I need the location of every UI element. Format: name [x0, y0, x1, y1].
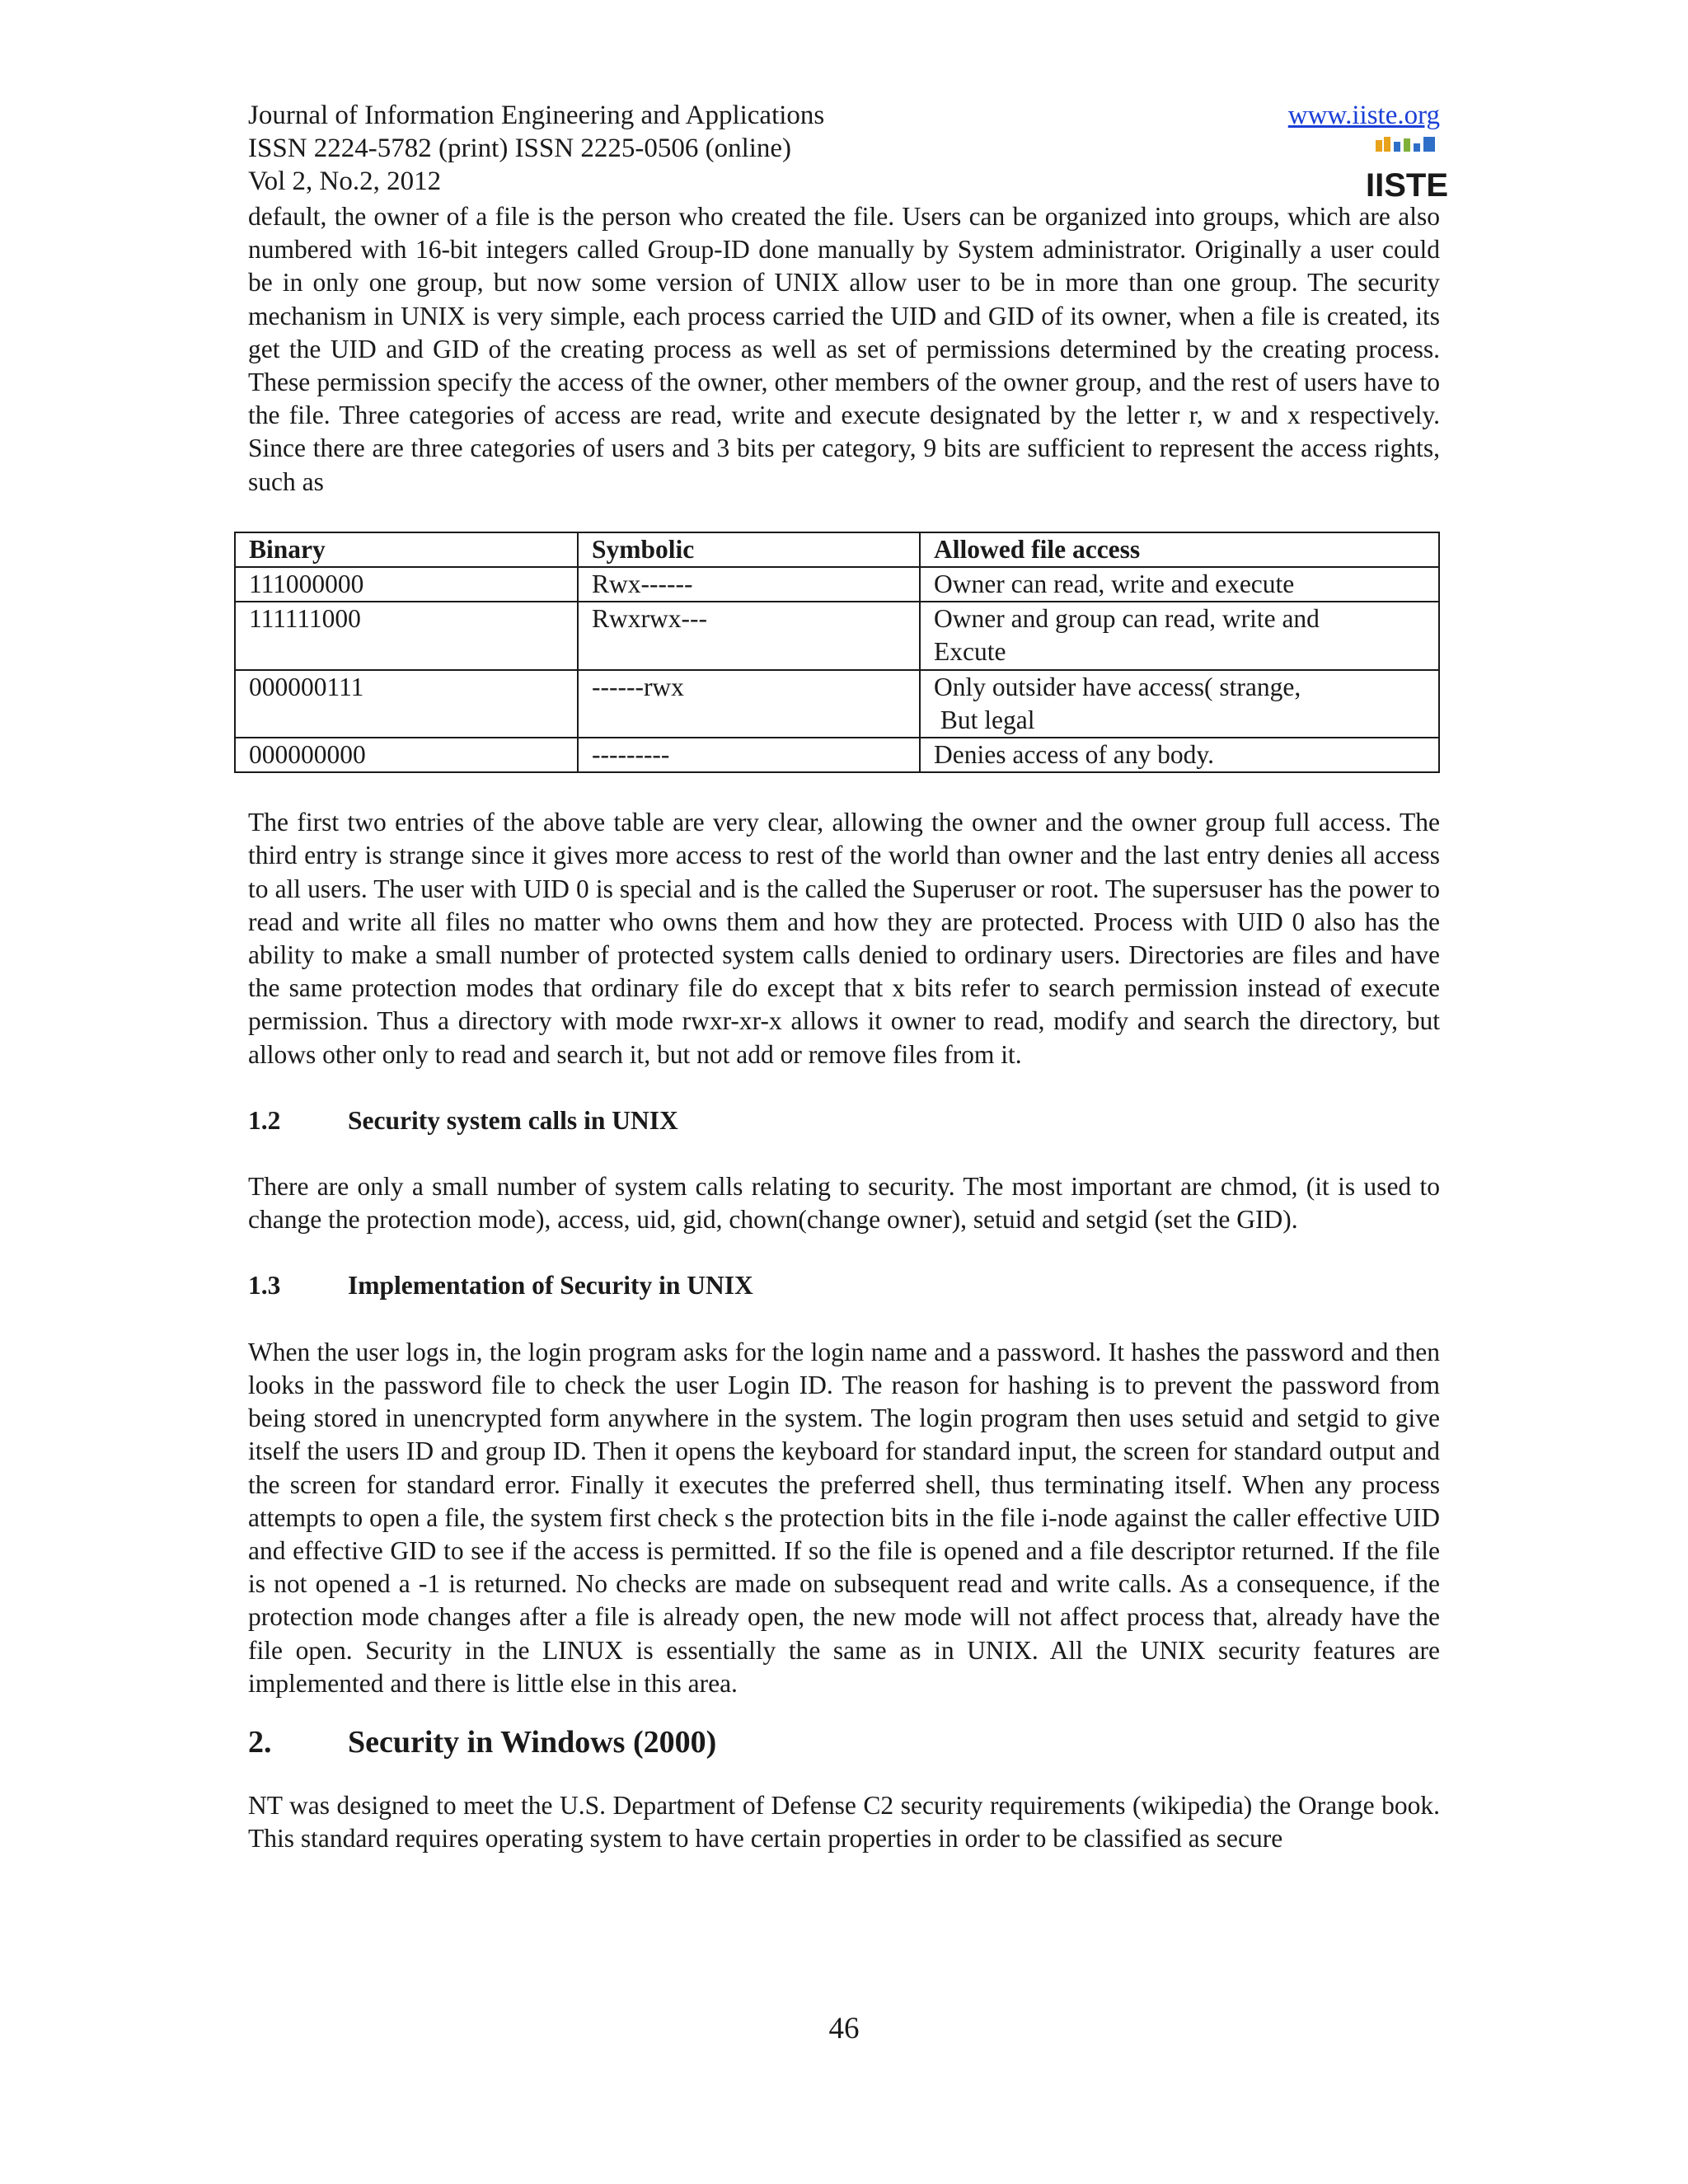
cell-access-line-2: Excute	[934, 637, 1006, 667]
cell-binary: 111111000	[235, 602, 578, 669]
journal-volume: Vol 2, No.2, 2012	[248, 166, 442, 196]
table-row	[235, 738, 1439, 772]
section-title: Implementation of Security in UNIX	[348, 1271, 753, 1301]
logo-bar-1	[1376, 140, 1382, 152]
cell-access	[920, 602, 1439, 669]
cell-symbolic: ------rwx	[578, 670, 920, 738]
table-header-binary: Binary	[235, 532, 578, 567]
cell-access-line: Only outsider have access( strange,	[934, 672, 1301, 701]
cell-access-line: Owner and group can read, write and	[934, 604, 1320, 634]
section-heading-1-3	[248, 1269, 1440, 1302]
section-heading-1-2	[248, 1104, 1440, 1137]
section-title: Security system calls in UNIX	[348, 1105, 678, 1135]
section-number: 1.3	[248, 1271, 281, 1301]
cell-access-line: Denies access of any body.	[934, 740, 1214, 770]
table-row	[235, 670, 1439, 738]
section-number: 1.2	[248, 1105, 281, 1135]
journal-url-link[interactable]: www.iiste.org	[1287, 101, 1440, 130]
cell-access	[920, 567, 1439, 602]
logo-wordmark: IISTE	[1365, 167, 1449, 204]
journal-header	[248, 99, 1449, 206]
cell-symbolic: Rwxrwx---	[578, 602, 920, 669]
table-header-symbolic: Symbolic	[578, 532, 920, 567]
table-header-access: Allowed file access	[920, 532, 1439, 567]
section-title: Security in Windows (2000)	[348, 1724, 717, 1760]
paragraph-table-discussion: The first two entries of the above table are very clear, allowing the owner and the owner group full access. The third entry is strange since it gives more access to rest of the world than owner and the last entry denies all access to all users. The user with UID 0 is special and is the called the Superuser or root. The supersuser has the power to read and write all files no matter who owns them and how they are protected. Process with UID 0 also has the ability to make a small number of protected system calls denied to ordinary users. Directories are files and have the same protection modes that ordinary file do except that x bits refer to search permission instead of execute permission. Thus a directory with mode rwxr-xr-x allows it owner to read, modify and search the directory, but allows other only to read and search it, but not add or remove files from it.	[248, 808, 1440, 1069]
permission-table	[234, 532, 1440, 773]
journal-issn: ISSN 2224-5782 (print) ISSN 2225-0506 (online)	[248, 134, 792, 163]
logo-bar-2	[1384, 137, 1390, 152]
section-number: 2.	[248, 1724, 272, 1760]
table-row	[235, 602, 1439, 669]
section-heading-2	[248, 1723, 1440, 1761]
cell-access	[920, 670, 1439, 738]
cell-binary: 111000000	[235, 567, 578, 602]
cell-binary: 000000111	[235, 670, 578, 738]
paragraph-file-ownership: default, the owner of a file is the person who created the file. Users can be organized into groups, which are also numbered with 16-bit integers called Group-ID done manually by System administrator. Originally a user could be in only one group, but now some version of UNIX allow user to be in more than one group. The security mechanism in UNIX is very simple, each process carried the UID and GID of its owner, when a file is created, its get the UID and GID of the creating process as well as set of permissions determined by the creating process. These permission specify the access of the owner, other members of the owner group, and the rest of users have to the file. Three categories of access are read, write and execute designated by the letter r, w and x respectively. Since there are three categories of users and 3 bits per category, 9 bits are sufficient to represent the access rights, such as	[248, 202, 1440, 496]
cell-access-line: Owner can read, write and execute	[934, 569, 1295, 599]
table-row	[235, 567, 1439, 602]
article-body	[248, 200, 1440, 1855]
paragraph-implementation: When the user logs in, the login program asks for the login name and a password. It hashes the password and then looks in the password file to check the user Login ID. The reason for hashing is to prevent the password from being stored in unencrypted form anywhere in the system. The login program then uses setuid and setgid to give itself the users ID and group ID. Then it opens the keyboard for standard input, the screen for standard output and the screen for standard error. Finally it executes the preferred shell, thus terminating itself. When any process attempts to open a file, the system first check s the protection bits in the file i-node against the caller effective UID and effective GID to see if the access is permitted. If so the file is opened and a file descriptor returned. If the file is not opened a -1 is returned. No checks are made on subsequent read and write calls. As a consequence, if the protection mode changes after a file is already open, the new mode will not affect process that, already have the file open. Security in the LINUX is essentially the same as in UNIX. All the UNIX security features are implemented and there is little else in this area.	[248, 1337, 1440, 1698]
cell-access	[920, 738, 1439, 772]
cell-symbolic: Rwx------	[578, 567, 920, 602]
cell-access-line-2: But legal	[934, 705, 1035, 734]
cell-binary: 000000000	[235, 738, 578, 772]
paragraph-windows-intro: NT was designed to meet the U.S. Department of Defense C2 security requirements (wikipedia) the Orange book. This standard requires operating system to have certain properties in order to be classified as secure	[248, 1790, 1440, 1854]
cell-symbolic: ---------	[578, 738, 920, 772]
logo-bar-3	[1394, 142, 1400, 152]
logo-bar-5	[1414, 143, 1420, 152]
journal-title: Journal of Information Engineering and Applications	[248, 101, 825, 130]
iiste-logo	[1365, 135, 1449, 206]
page-number: 46	[828, 2012, 860, 2046]
table-header-row	[235, 532, 1439, 567]
logo-bar-4	[1404, 138, 1410, 152]
logo-bar-6	[1423, 137, 1435, 152]
paragraph-system-calls: There are only a small number of system calls relating to security. The most important are chmod, (it is used to change the protection mode), access, uid, gid, chown(change owner), setuid and setgid (set the GID).	[248, 1172, 1440, 1235]
